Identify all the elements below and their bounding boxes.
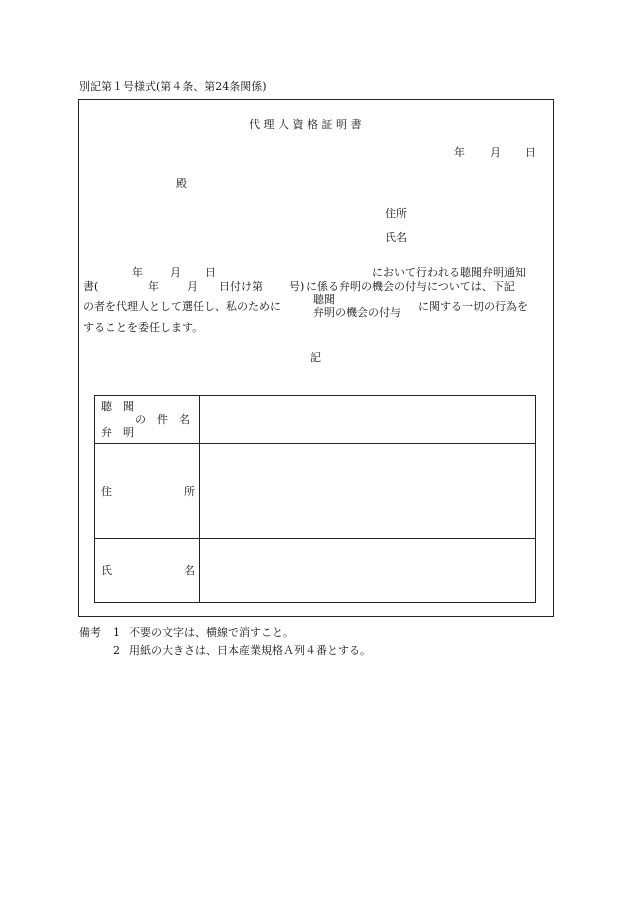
body-month: 月 bbox=[170, 266, 181, 279]
case-label-hearing: 聴 聞 bbox=[101, 400, 134, 413]
body-line4-text: することを委任します。 bbox=[83, 321, 204, 334]
body-line1-text: において行われる聴聞弁明通知 bbox=[372, 266, 526, 279]
name-label-left: 氏 bbox=[101, 564, 112, 577]
body-day: 日 bbox=[205, 266, 216, 279]
case-value-field[interactable] bbox=[201, 396, 533, 442]
body-line3-text: の者を代理人として選任し、私のために bbox=[83, 300, 281, 313]
notice-no: 号) bbox=[289, 280, 305, 293]
choice-hearing: 聴聞 bbox=[313, 293, 335, 306]
body-line3-suffix: に関する一切の行為を bbox=[418, 300, 528, 313]
table-row-divider-1 bbox=[95, 443, 535, 444]
document-title: 代 理 人 資 格 証 明 書 bbox=[249, 118, 362, 131]
remark-1-text: 不要の文字は、横線で消すこと。 bbox=[129, 626, 294, 639]
notice-year: 年 bbox=[148, 280, 159, 293]
case-label-subject: の 件 名 bbox=[135, 413, 190, 426]
date-year: 年 bbox=[454, 146, 465, 159]
body-line2-text: に係る弁明の機会の付与については、下記 bbox=[306, 280, 515, 293]
choice-explanation: 弁明の機会の付与 bbox=[313, 306, 401, 319]
date-month: 月 bbox=[490, 146, 501, 159]
table-row-divider-2 bbox=[95, 538, 535, 539]
address-value-field[interactable] bbox=[201, 445, 533, 537]
address-label-right: 所 bbox=[184, 485, 195, 498]
name-label-right: 名 bbox=[184, 564, 195, 577]
remarks-label: 備考 bbox=[79, 626, 101, 639]
case-label-explanation: 弁 明 bbox=[101, 426, 134, 439]
name-value-field[interactable] bbox=[201, 540, 533, 600]
remark-2-number: 2 bbox=[113, 644, 120, 657]
notice-day-number: 日付け第 bbox=[219, 280, 263, 293]
addressee-suffix: 殿 bbox=[176, 177, 187, 190]
remark-2-text: 用紙の大きさは、日本産業規格Ａ列４番とする。 bbox=[129, 644, 371, 657]
body-year: 年 bbox=[132, 266, 143, 279]
agent-table bbox=[94, 395, 536, 603]
ki-marker: 記 bbox=[310, 351, 321, 364]
address-label-left: 住 bbox=[101, 485, 112, 498]
declarant-address-label: 住所 bbox=[385, 207, 407, 220]
body-line2-prefix: 書( bbox=[83, 280, 99, 293]
form-header: 別記第１号様式(第４条、第24条関係) bbox=[79, 80, 267, 93]
date-day: 日 bbox=[525, 146, 536, 159]
notice-month: 月 bbox=[187, 280, 198, 293]
remark-1-number: 1 bbox=[113, 626, 120, 639]
declarant-name-label: 氏名 bbox=[385, 231, 407, 244]
table-column-divider bbox=[199, 396, 200, 602]
